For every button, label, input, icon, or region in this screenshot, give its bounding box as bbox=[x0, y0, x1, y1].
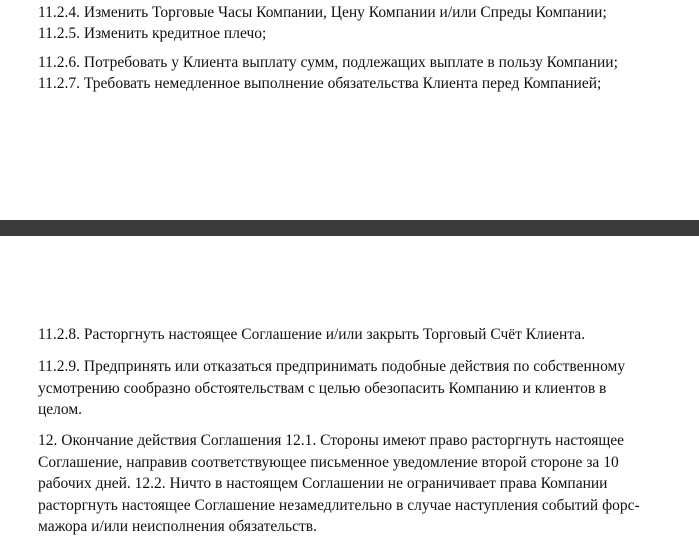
document-page-bottom bbox=[0, 236, 699, 541]
clause-11-2-9-line: целом. bbox=[38, 401, 83, 418]
section-12-line: мажора и/или неисполнения обязательств. bbox=[38, 518, 317, 535]
section-12-paragraph bbox=[38, 430, 678, 538]
clause-11-2-6: 11.2.6. Потребовать у Клиента выплату сумм, подлежащих выплате в пользу Компании; bbox=[38, 54, 618, 71]
page-break-divider bbox=[0, 220, 699, 236]
section-12-line: 12. Окончание действия Соглашения 12.1. Стороны имеют право расторгнуть настоящее bbox=[38, 432, 625, 449]
document-page-top bbox=[0, 0, 699, 220]
section-12-line: расторгнуть настоящее Соглашение незамедлительно в случае наступления событий форс- bbox=[38, 496, 640, 514]
clause-11-2-8: 11.2.8. Расторгнуть настоящее Соглашение и/или закрыть Торговый Счёт Клиента. bbox=[38, 326, 586, 343]
clause-11-2-9 bbox=[38, 356, 678, 421]
section-12-line: Соглашение, направив соответствующее письменное уведомление второй стороне за 10 bbox=[38, 453, 619, 471]
clause-11-2-9-line: 11.2.9. Предпринять или отказаться предпринимать подобные действия по собственному bbox=[38, 358, 626, 375]
clause-11-2-4: 11.2.4. Изменить Торговые Часы Компании, Цену Компании и/или Спреды Компании; bbox=[38, 4, 607, 21]
clause-11-2-5: 11.2.5. Изменить кредитное плечо; bbox=[38, 25, 267, 42]
section-12-line: рабочих дней. 12.2. Ничто в настоящем Соглашении не ограничивает права Компании bbox=[38, 475, 608, 492]
clause-11-2-7: 11.2.7. Требовать немедленное выполнение обязательства Клиента перед Компанией; bbox=[38, 75, 602, 92]
clause-11-2-9-line: усмотрению сообразно обстоятельствам с целью обезопасить Компанию и клиентов в bbox=[38, 379, 607, 397]
